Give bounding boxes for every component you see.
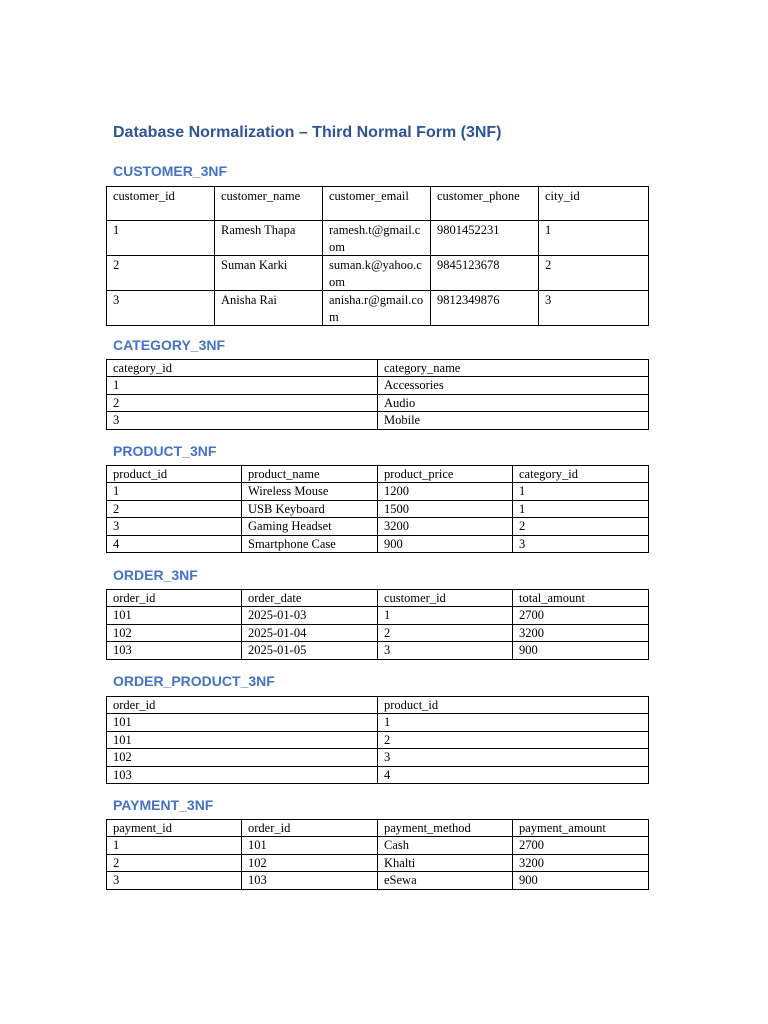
table-row	[107, 607, 649, 624]
table-cell: 9801452231	[431, 221, 539, 256]
table-row	[107, 837, 649, 854]
table-cell: 1	[378, 714, 649, 731]
table-row	[107, 535, 649, 552]
column-header: customer_id	[378, 590, 513, 607]
column-header: product_price	[378, 466, 513, 483]
table-cell: 1	[107, 377, 378, 394]
table-cell: 1	[539, 221, 649, 256]
table-cell: 3	[107, 291, 215, 326]
table-cell: 3	[513, 535, 649, 552]
table-cell: Mobile	[378, 412, 649, 429]
column-header: payment_amount	[513, 820, 649, 837]
table-header-row	[107, 697, 649, 714]
table-row	[107, 483, 649, 500]
table-cell: 900	[513, 642, 649, 659]
table-cell: 2	[378, 731, 649, 748]
table-header-row	[107, 360, 649, 377]
table-row	[107, 642, 649, 659]
table-cell: anisha.r@gmail.com	[323, 291, 431, 326]
table-cell: 3200	[378, 518, 513, 535]
table-cell: Audio	[378, 394, 649, 411]
table-cell: 1	[513, 500, 649, 517]
table-cell: 3	[539, 291, 649, 326]
table-cell: 103	[242, 872, 378, 889]
table-cell: 3200	[513, 854, 649, 871]
table-order	[106, 589, 649, 660]
table-cell: 101	[107, 714, 378, 731]
table-cell: 1	[107, 837, 242, 854]
section-heading-category: CATEGORY_3NF	[113, 337, 226, 353]
table-cell: eSewa	[378, 872, 513, 889]
table-row	[107, 412, 649, 429]
table-cell: 2700	[513, 607, 649, 624]
table-cell: 4	[107, 535, 242, 552]
column-header: total_amount	[513, 590, 649, 607]
table-cell: 1500	[378, 500, 513, 517]
table-cell: suman.k@yahoo.com	[323, 256, 431, 291]
table-cell: Khalti	[378, 854, 513, 871]
column-header: order_date	[242, 590, 378, 607]
table-cell: 2	[107, 854, 242, 871]
table-row	[107, 766, 649, 783]
table-header-row	[107, 187, 649, 221]
table-product	[106, 465, 649, 553]
table-cell: 103	[107, 642, 242, 659]
column-header: order_id	[107, 697, 378, 714]
table-cell: Cash	[378, 837, 513, 854]
section-heading-customer: CUSTOMER_3NF	[113, 163, 228, 179]
table-cell: 2	[378, 624, 513, 641]
column-header: payment_id	[107, 820, 242, 837]
table-row	[107, 624, 649, 641]
table-cell: 3200	[513, 624, 649, 641]
table-row	[107, 394, 649, 411]
table-cell: ramesh.t@gmail.com	[323, 221, 431, 256]
column-header: product_id	[378, 697, 649, 714]
table-cell: 2025-01-04	[242, 624, 378, 641]
table-cell: 102	[242, 854, 378, 871]
table-order-product	[106, 696, 649, 784]
table-cell: 2	[539, 256, 649, 291]
table-category	[106, 359, 649, 430]
table-cell: 3	[378, 642, 513, 659]
table-cell: 900	[513, 872, 649, 889]
table-cell: 2025-01-05	[242, 642, 378, 659]
table-header-row	[107, 590, 649, 607]
table-cell: Gaming Headset	[242, 518, 378, 535]
table-cell: 9812349876	[431, 291, 539, 326]
table-cell: 102	[107, 624, 242, 641]
section-heading-order-product: ORDER_PRODUCT_3NF	[113, 673, 275, 689]
table-row	[107, 377, 649, 394]
table-cell: 101	[107, 607, 242, 624]
table-cell: 2	[107, 256, 215, 291]
column-header: customer_id	[107, 187, 215, 221]
table-cell: 2	[513, 518, 649, 535]
column-header: city_id	[539, 187, 649, 221]
table-row	[107, 256, 649, 291]
column-header: customer_phone	[431, 187, 539, 221]
column-header: product_id	[107, 466, 242, 483]
table-cell: USB Keyboard	[242, 500, 378, 517]
table-cell: Accessories	[378, 377, 649, 394]
table-cell: 3	[107, 872, 242, 889]
table-cell: 2	[107, 500, 242, 517]
table-cell: Smartphone Case	[242, 535, 378, 552]
section-heading-payment: PAYMENT_3NF	[113, 797, 214, 813]
column-header: customer_email	[323, 187, 431, 221]
table-cell: Wireless Mouse	[242, 483, 378, 500]
table-cell: Suman Karki	[215, 256, 323, 291]
table-customer	[106, 186, 649, 326]
table-row	[107, 291, 649, 326]
section-heading-order: ORDER_3NF	[113, 567, 198, 583]
table-cell: 1	[513, 483, 649, 500]
table-row	[107, 221, 649, 256]
document-title: Database Normalization – Third Normal Form (3NF)	[113, 124, 502, 141]
table-row	[107, 731, 649, 748]
table-cell: 2700	[513, 837, 649, 854]
table-cell: 3	[107, 518, 242, 535]
table-cell: Anisha Rai	[215, 291, 323, 326]
table-cell: 101	[242, 837, 378, 854]
table-header-row	[107, 820, 649, 837]
column-header: order_id	[107, 590, 242, 607]
table-cell: 102	[107, 749, 378, 766]
column-header: product_name	[242, 466, 378, 483]
column-header: category_name	[378, 360, 649, 377]
table-payment	[106, 819, 649, 890]
column-header: customer_name	[215, 187, 323, 221]
table-cell: 4	[378, 766, 649, 783]
table-cell: 1200	[378, 483, 513, 500]
column-header: category_id	[107, 360, 378, 377]
table-cell: 900	[378, 535, 513, 552]
table-row	[107, 500, 649, 517]
table-header-row	[107, 466, 649, 483]
table-cell: 1	[378, 607, 513, 624]
table-cell: 9845123678	[431, 256, 539, 291]
table-cell: 101	[107, 731, 378, 748]
table-cell: 1	[107, 483, 242, 500]
table-row	[107, 854, 649, 871]
column-header: category_id	[513, 466, 649, 483]
table-cell: 103	[107, 766, 378, 783]
table-cell: 2	[107, 394, 378, 411]
table-cell: 1	[107, 221, 215, 256]
table-row	[107, 714, 649, 731]
table-cell: 3	[378, 749, 649, 766]
table-cell: 3	[107, 412, 378, 429]
column-header: order_id	[242, 820, 378, 837]
table-cell: Ramesh Thapa	[215, 221, 323, 256]
table-row	[107, 749, 649, 766]
table-row	[107, 518, 649, 535]
section-heading-product: PRODUCT_3NF	[113, 443, 217, 459]
column-header: payment_method	[378, 820, 513, 837]
table-cell: 2025-01-03	[242, 607, 378, 624]
table-row	[107, 872, 649, 889]
